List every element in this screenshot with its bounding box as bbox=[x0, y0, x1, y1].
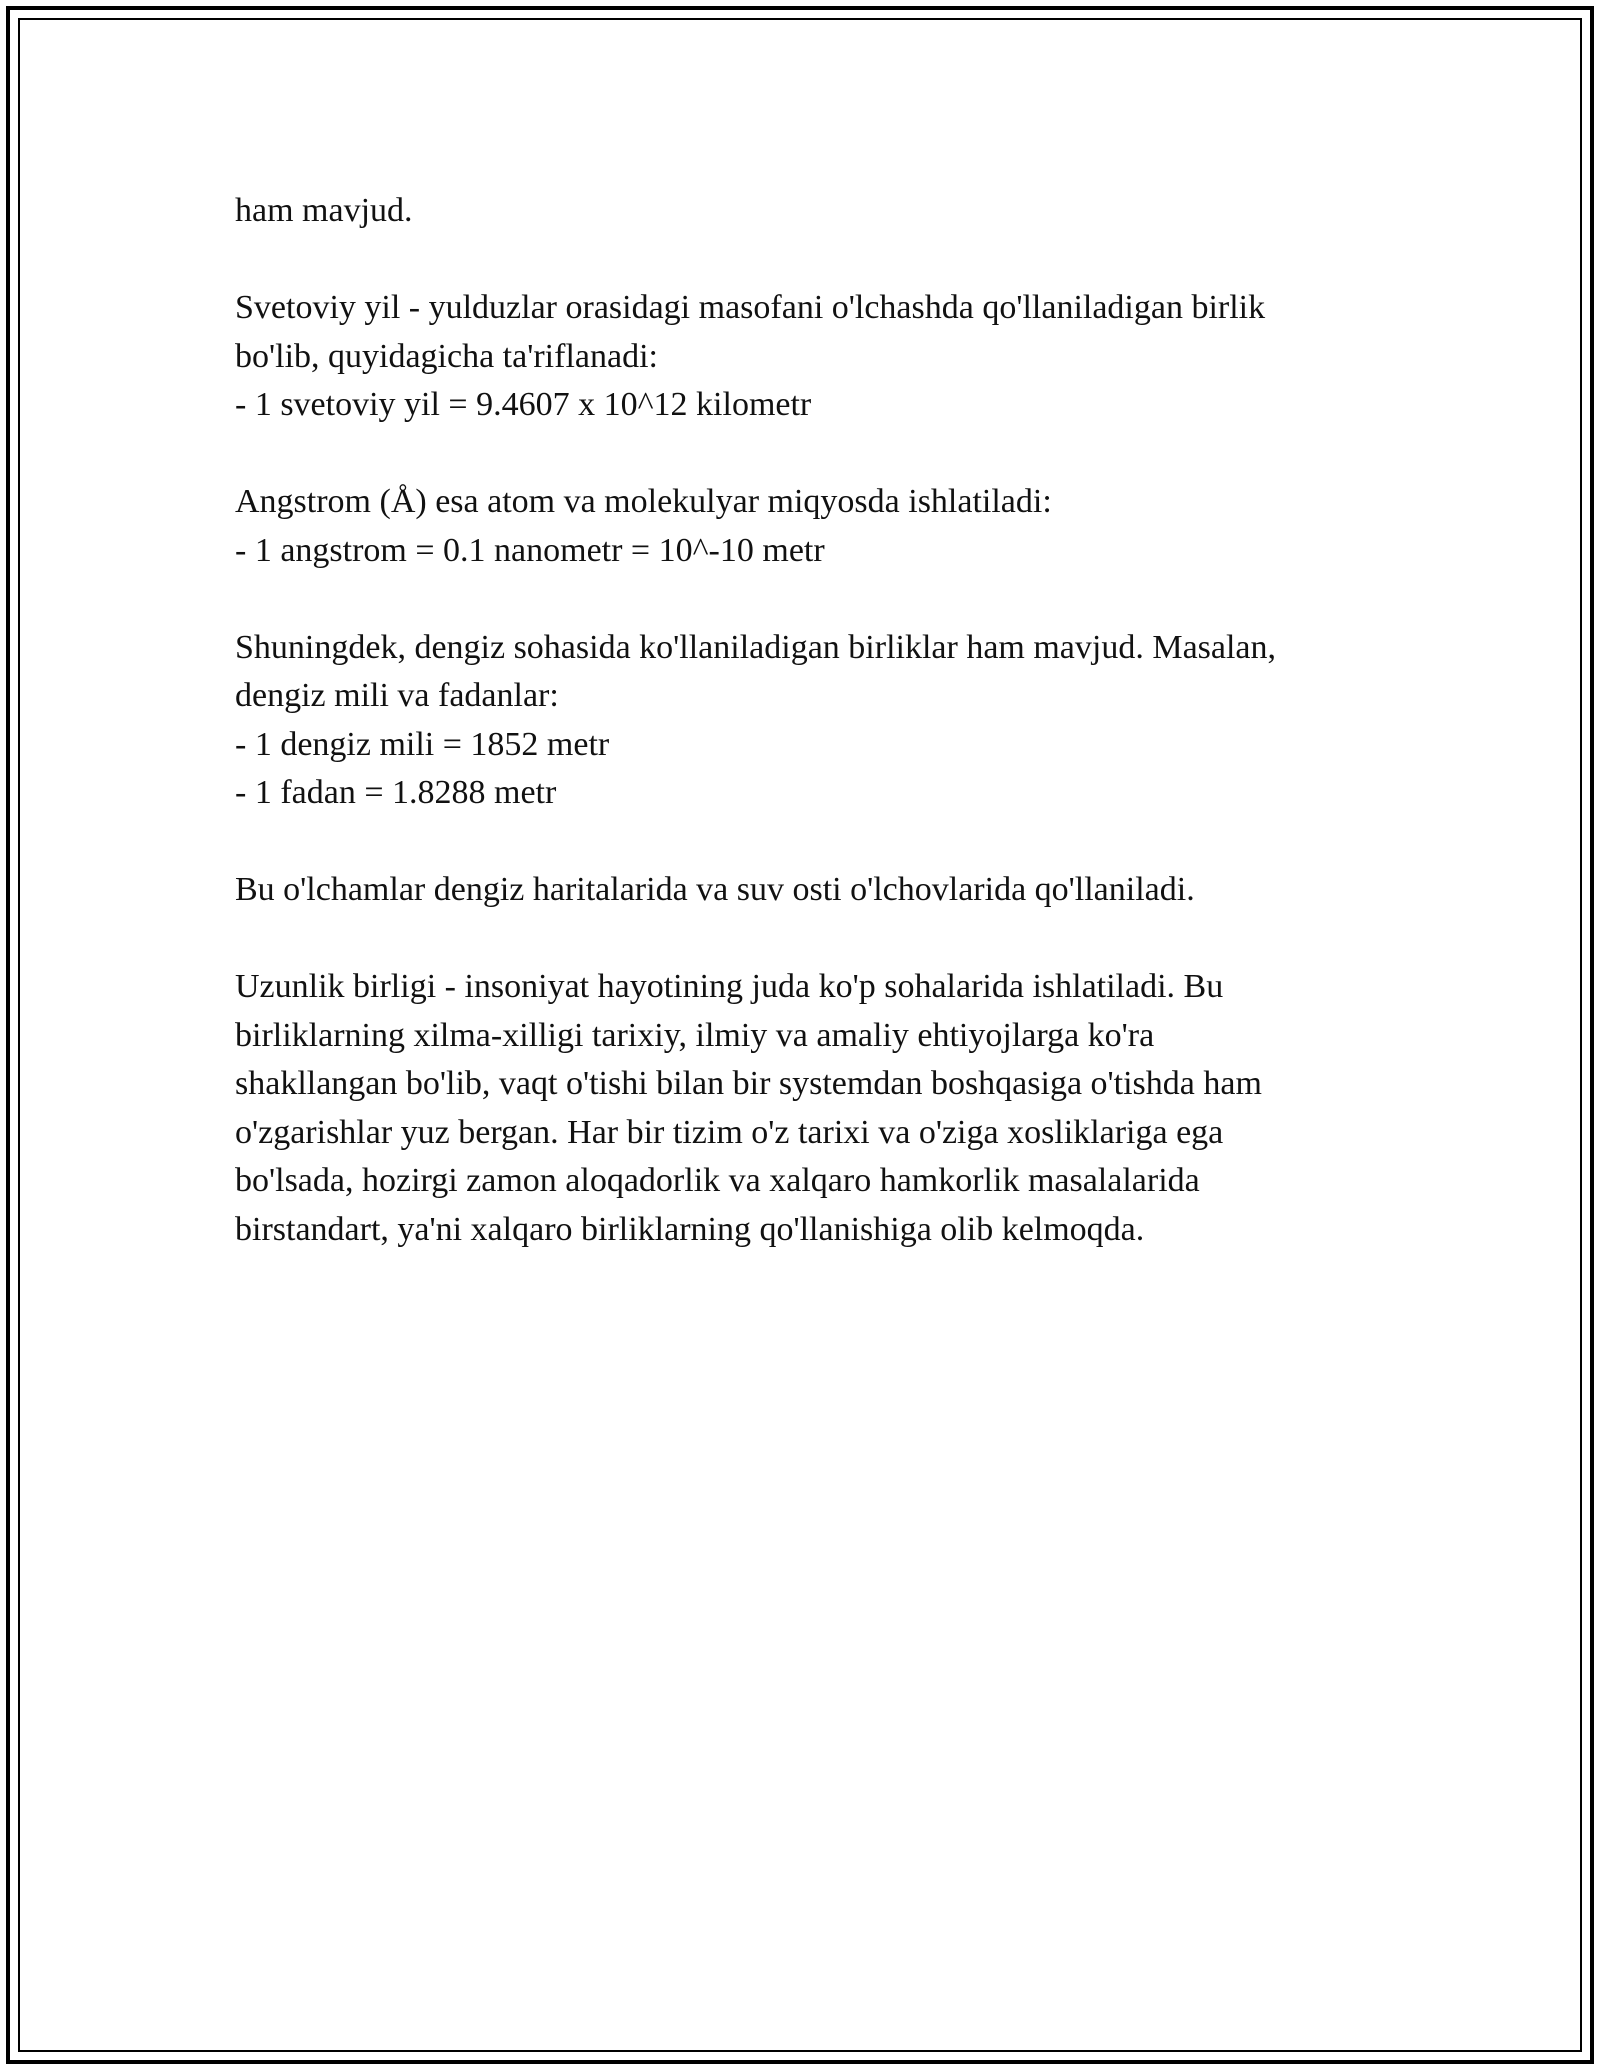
text-line: Angstrom (Å) esa atom va molekulyar miqyosda ishlatiladi: bbox=[235, 483, 1052, 520]
text-line: dengiz mili va fadanlar: bbox=[235, 677, 559, 714]
document-body bbox=[235, 187, 1375, 1303]
text-line: - 1 fadan = 1.8288 metr bbox=[235, 774, 557, 811]
paragraph-nautical-usage bbox=[235, 866, 1375, 915]
text-line: - 1 angstrom = 0.1 nanometr = 10^-10 metr bbox=[235, 531, 825, 569]
text-line: Svetoviy yil - yulduzlar orasidagi masofani o'lchashda qo'llaniladigan birlik bbox=[235, 289, 1266, 326]
text-line: o'zgarishlar yuz bergan. Har bir tizim o'z tarixi va o'ziga xosliklariga ega bbox=[235, 1113, 1224, 1151]
paragraph-conclusion bbox=[235, 963, 1375, 1254]
text-line: birstandart, ya'ni xalqaro birliklarning qo'llanishiga olib kelmoqda. bbox=[235, 1210, 1145, 1248]
paragraph-nautical-units bbox=[235, 624, 1375, 818]
text-line: Bu o'lchamlar dengiz haritalarida va suv osti o'lchovlarida qo'llaniladi. bbox=[235, 871, 1195, 908]
text-line: birliklarning xilma-xilligi tarixiy, ilmiy va amaliy ehtiyojlarga ko'ra bbox=[235, 1016, 1155, 1054]
text-line: Shuningdek, dengiz sohasida ko'llaniladigan birliklar ham mavjud. Masalan, bbox=[235, 628, 1277, 666]
paragraph-continuation bbox=[235, 187, 1375, 236]
text-line: bo'lsada, hozirgi zamon aloqadorlik va xalqaro hamkorlik masalalarida bbox=[235, 1162, 1200, 1199]
text-line: - 1 svetoviy yil = 9.4607 x 10^12 kilometr bbox=[235, 386, 812, 423]
text-line: bo'lib, quyidagicha ta'riflanadi: bbox=[235, 337, 658, 375]
paragraph-angstrom bbox=[235, 478, 1375, 575]
text-line: - 1 dengiz mili = 1852 metr bbox=[235, 725, 610, 763]
paragraph-light-year bbox=[235, 284, 1375, 430]
text-line: ham mavjud. bbox=[235, 192, 413, 229]
text-line: shakllangan bo'lib, vaqt o'tishi bilan bir systemdan boshqasiga o'tishda ham bbox=[235, 1065, 1262, 1102]
text-line: Uzunlik birligi - insoniyat hayotining juda ko'p sohalarida ishlatiladi. Bu bbox=[235, 968, 1224, 1005]
